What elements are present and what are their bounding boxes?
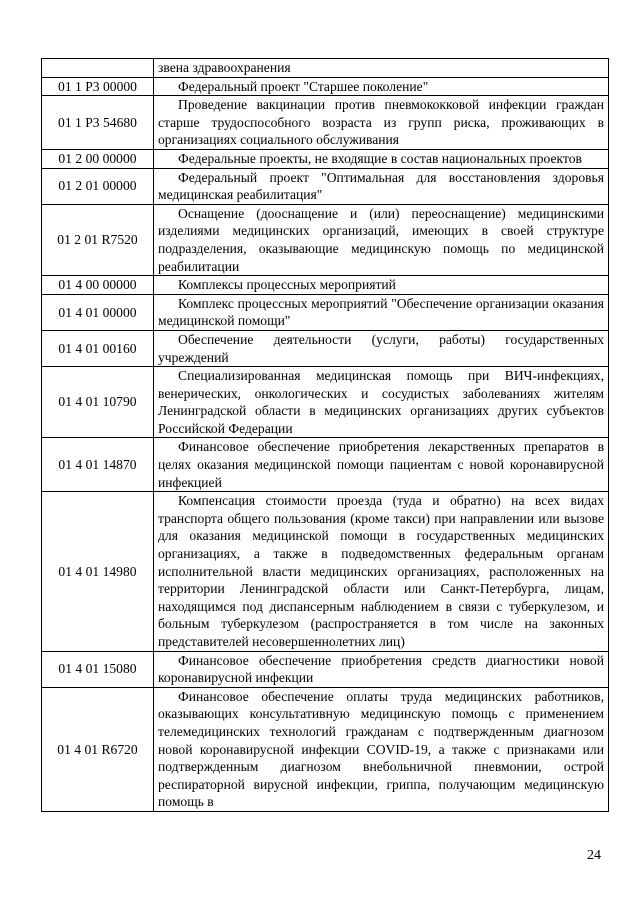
description-cell: [154, 330, 609, 366]
table-row: [42, 276, 609, 295]
table-row: [42, 438, 609, 492]
description-text: Финансовое обеспечение оплаты труда медицинских работников, оказывающих консультативную медицинскую помощь с применением телемедицинских технологий гражданам с подтвержденным диагнозом новой коронавирусной инфекции COVID-19, а также с признаками или подтвержденным диагнозом внебольничной пневмонии, острой респираторной вирусной инфекции, гриппа, получающим медицинскую помощь в: [158, 688, 604, 810]
table-row: [42, 168, 609, 204]
description-text: Комплекс процессных мероприятий "Обеспечение организации оказания медицинской помощи": [158, 295, 604, 329]
code-cell: 01 4 01 R6720: [42, 687, 154, 811]
code-cell: 01 4 01 14870: [42, 438, 154, 492]
table-row: [42, 149, 609, 168]
description-text: Федеральный проект "Старшее поколение": [178, 78, 429, 94]
description-cell: [154, 59, 609, 78]
page-number: 24: [587, 848, 601, 863]
code-cell: 01 4 01 00000: [42, 294, 154, 330]
table-row: [42, 59, 609, 78]
description-text: звена здравоохранения: [158, 60, 291, 75]
code-cell: 01 2 01 00000: [42, 168, 154, 204]
table-row: [42, 330, 609, 366]
description-cell: [154, 96, 609, 150]
table-row: [42, 77, 609, 96]
code-cell: 01 4 00 00000: [42, 276, 154, 295]
code-cell: 01 4 01 14980: [42, 492, 154, 651]
description-text: Проведение вакцинации против пневмококковой инфекции граждан старше трудоспособного возраста из групп риска, проживающих в организациях социального обслуживания: [158, 97, 604, 148]
description-text: Комплексы процессных мероприятий: [178, 277, 396, 293]
table-row: [42, 651, 609, 687]
code-cell: 01 1 P3 00000: [42, 77, 154, 96]
description-cell: [154, 687, 609, 811]
description-text: Компенсация стоимости проезда (туда и обратно) на всех видах транспорта общего пользования (кроме такси) при направлении или вызове для оказания медицинской помощи в государственных медицинских организациях, а также в подведомственных федеральным органам исполнительной власти медицинских организациях, расположенных на территории Ленинградской области или Санкт-Петербурга, лицам, находящимся под диспансерным наблюдением в связи с туберкулезом, и больным туберкулезом (распространяется в том числе на законных представителей несовершеннолетних лиц): [158, 493, 604, 649]
description-cell: [154, 294, 609, 330]
description-text: Финансовое обеспечение приобретения средств диагностики новой коронавирусной инфекции: [158, 652, 604, 686]
description-cell: [154, 168, 609, 204]
table-row: [42, 492, 609, 651]
table-row: [42, 367, 609, 438]
code-cell: 01 4 01 10790: [42, 367, 154, 438]
code-cell: [42, 59, 154, 78]
code-cell: 01 2 01 R7520: [42, 204, 154, 275]
table-row: [42, 204, 609, 275]
description-cell: [154, 204, 609, 275]
description-cell: [154, 651, 609, 687]
description-cell: [154, 149, 609, 168]
description-text: Оснащение (дооснащение и (или) переоснащение) медицинскими изделиями медицинских организаций, имеющих в своей структуре подразделения, оказывающие медицинскую помощь по медицинской реабилитации: [158, 205, 604, 274]
code-cell: 01 4 01 00160: [42, 330, 154, 366]
code-cell: 01 2 00 00000: [42, 149, 154, 168]
code-cell: 01 1 P3 54680: [42, 96, 154, 150]
description-cell: [154, 276, 609, 295]
budget-classification-table: [41, 58, 609, 812]
description-text: Федеральный проект "Оптимальная для восстановления здоровья медицинская реабилитация": [158, 169, 604, 203]
code-cell: 01 4 01 15080: [42, 651, 154, 687]
description-cell: [154, 438, 609, 492]
table-row: [42, 687, 609, 811]
description-cell: [154, 367, 609, 438]
description-cell: [154, 77, 609, 96]
description-cell: [154, 492, 609, 651]
table-row: [42, 96, 609, 150]
table-row: [42, 294, 609, 330]
description-text: Федеральные проекты, не входящие в состав национальных проектов: [178, 150, 582, 166]
description-text: Финансовое обеспечение приобретения лекарственных препаратов в целях оказания медицинской помощи пациентам с новой коронавирусной инфекцией: [158, 439, 604, 490]
description-text: Специализированная медицинская помощь при ВИЧ-инфекциях, венерических, онкологических и сосудистых заболеваниях жителям Ленинградской области в медицинских организациях других субъектов Российской Федерации: [158, 368, 604, 436]
description-text: Обеспечение деятельности (услуги, работы) государственных учреждений: [158, 331, 604, 365]
